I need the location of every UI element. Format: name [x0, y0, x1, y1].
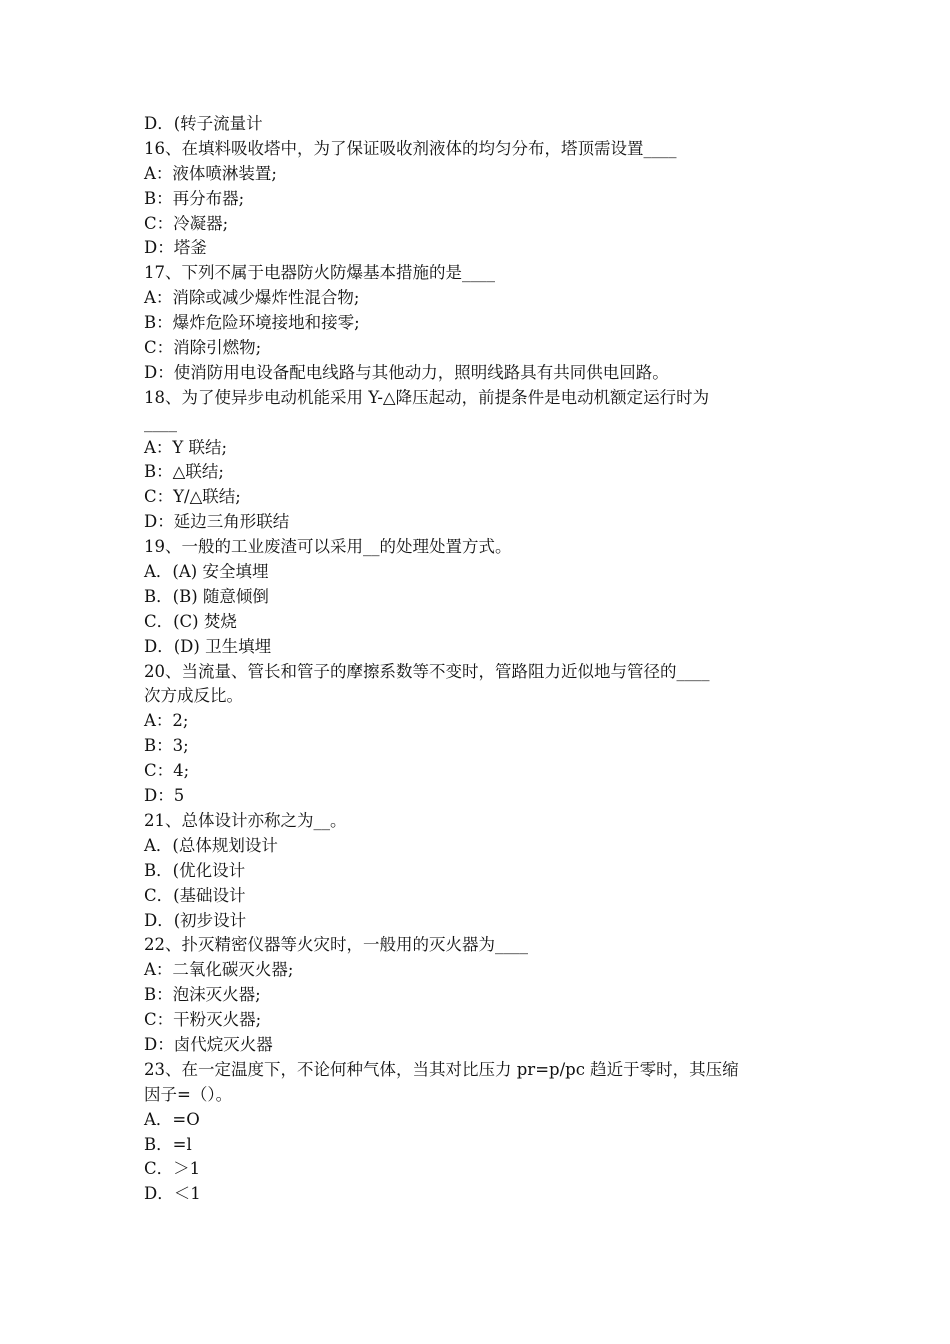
option-line: B．=l — [144, 1134, 192, 1154]
option-line: A：Y 联结; — [144, 437, 228, 457]
question-16: 16、在填料吸收塔中，为了保证吸收剂液体的均匀分布，塔顶需设置____ — [144, 138, 677, 158]
option-line: C：冷凝器; — [144, 213, 229, 233]
option-line: D：卤代烷灭火器 — [144, 1034, 273, 1054]
option-line: B：3; — [144, 736, 189, 756]
option-line: D：使消防用电设备配电线路与其他动力，照明线路具有共同供电回路。 — [144, 362, 669, 382]
option-line: C．(C) 焚烧 — [144, 611, 237, 631]
option-line: B：泡沫灭火器; — [144, 985, 261, 1005]
question-20-continued: 次方成反比。 — [144, 686, 243, 706]
option-line: B．(优化设计 — [144, 860, 246, 880]
option-line: D．(初步设计 — [144, 910, 247, 930]
option-line: D：延边三角形联结 — [144, 512, 290, 532]
option-line: A：二氧化碳灭火器; — [144, 960, 294, 980]
option-line: D．＜1 — [144, 1184, 201, 1204]
option-line: C：消除引燃物; — [144, 338, 262, 358]
option-line: B．(B) 随意倾倒 — [144, 586, 269, 606]
option-line: A．=O — [144, 1109, 200, 1129]
option-line: B：爆炸危险环境接地和接零; — [144, 313, 360, 333]
option-line: D．(D) 卫生填埋 — [144, 636, 272, 656]
option-line: D：5 — [144, 786, 185, 806]
question-18-blank: ____ — [144, 412, 177, 432]
option-line: B：△联结; — [144, 462, 224, 482]
question-18: 18、为了使异步电动机能采用 Y-△降压起动，前提条件是电动机额定运行时为 — [144, 387, 710, 407]
question-20: 20、当流量、管长和管子的摩擦系数等不变时，管路阻力近似地与管径的____ — [144, 661, 710, 681]
option-line: C．＞1 — [144, 1159, 201, 1179]
document-page — [144, 112, 814, 1207]
option-line: C：干粉灭火器; — [144, 1010, 262, 1030]
question-21: 21、总体设计亦称之为__。 — [144, 810, 347, 830]
option-line: A：2; — [144, 711, 189, 731]
option-line: A：消除或减少爆炸性混合物; — [144, 288, 360, 308]
question-23: 23、在一定温度下，不论何种气体，当其对比压力 pr=p/pc 趋近于零时，其压缩 — [144, 1059, 739, 1079]
option-line: C：4; — [144, 761, 190, 781]
question-19: 19、一般的工业废渣可以采用__的处理处置方式。 — [144, 537, 512, 557]
question-17: 17、下列不属于电器防火防爆基本措施的是____ — [144, 263, 495, 283]
option-line: C．(基础设计 — [144, 885, 246, 905]
option-line: B：再分布器; — [144, 188, 245, 208]
option-line: A：液体喷淋装置; — [144, 163, 277, 183]
question-22: 22、扑灭精密仪器等火灾时，一般用的灭火器为____ — [144, 935, 528, 955]
option-line: D：塔釜 — [144, 238, 207, 258]
option-line: A．(A) 安全填埋 — [144, 562, 269, 582]
text-line: D．(转子流量计 — [144, 114, 263, 133]
option-line: C：Y/△联结; — [144, 487, 241, 507]
question-23-continued: 因子=（）。 — [144, 1084, 233, 1104]
option-line: A．(总体规划设计 — [144, 835, 278, 855]
